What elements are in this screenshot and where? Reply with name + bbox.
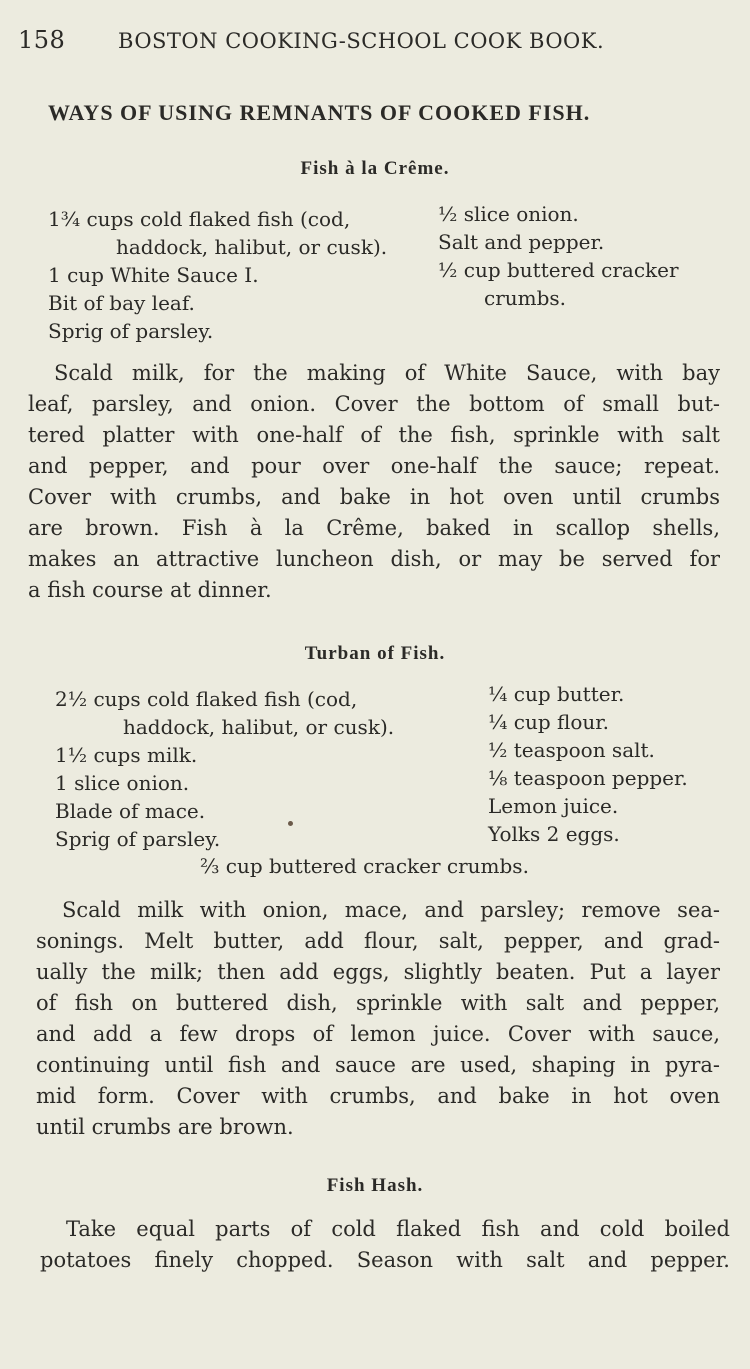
direction-line: Cover with crumbs, and bake in hot oven until crumbs xyxy=(28,485,720,509)
directions-1 xyxy=(28,358,720,606)
direction-line: of fish on buttered dish, sprinkle with salt and pepper, xyxy=(36,991,720,1015)
ingredients-right-2 xyxy=(488,680,688,848)
ingredients-right-1 xyxy=(438,200,679,312)
ingredient-line: crumbs. xyxy=(484,286,567,310)
direction-line: sonings. Melt butter, add flour, salt, pepper, and grad- xyxy=(36,929,720,953)
ingredient-line: 1 cup White Sauce I. xyxy=(48,263,259,287)
direction-line: continuing until fish and sauce are used, shaping in pyra- xyxy=(36,1053,720,1077)
ingredient-line: Yolks 2 eggs. xyxy=(488,822,620,846)
page-number: 158 xyxy=(18,26,66,54)
recipe-title-turban-of-fish: Turban of Fish. xyxy=(304,643,446,664)
ingredient-line: Blade of mace. xyxy=(55,799,206,823)
direction-line: until crumbs are brown. xyxy=(36,1115,294,1139)
ingredient-line: 1½ cups milk. xyxy=(55,743,198,767)
book-title: BOSTON COOKING-SCHOOL COOK BOOK. xyxy=(118,29,605,53)
directions-3 xyxy=(40,1214,730,1276)
section-title: WAYS OF USING REMNANTS OF COOKED FISH. xyxy=(48,100,591,125)
recipe-title-fish-hash: Fish Hash. xyxy=(326,1175,424,1196)
ingredient-line: 1¾ cups cold flaked fish (cod, xyxy=(48,207,351,231)
direction-line: Scald milk, for the making of White Sauce, with bay xyxy=(54,361,720,385)
ingredient-line: Sprig of parsley. xyxy=(48,319,214,343)
running-head xyxy=(18,26,718,60)
ingredient-line: ⅛ teaspoon pepper. xyxy=(488,766,688,790)
ingredient-line: Salt and pepper. xyxy=(438,230,605,254)
direction-line: and add a few drops of lemon juice. Cover with sauce, xyxy=(36,1022,720,1046)
direction-line: tered platter with one-half of the fish, sprinkle with salt xyxy=(28,423,720,447)
direction-line: Scald milk with onion, mace, and parsley; remove sea- xyxy=(62,898,720,922)
direction-line: are brown. Fish à la Crême, baked in scallop shells, xyxy=(28,516,720,540)
ingredient-line: haddock, halibut, or cusk). xyxy=(116,235,388,259)
ingredient-line: 1 slice onion. xyxy=(55,771,190,795)
direction-line: and pepper, and pour over one-half the sauce; repeat. xyxy=(28,454,720,478)
direction-line: leaf, parsley, and onion. Cover the bottom of small but- xyxy=(28,392,720,416)
ingredient-line: Bit of bay leaf. xyxy=(48,291,195,315)
direction-line: mid form. Cover with crumbs, and bake in hot oven xyxy=(36,1084,720,1108)
ingredient-line: ½ slice onion. xyxy=(438,202,579,226)
recipe-title-fish-a-la-creme: Fish à la Crême. xyxy=(300,158,450,179)
ingredient-line: Lemon juice. xyxy=(488,794,619,818)
ingredients-left-1 xyxy=(48,205,387,345)
ingredient-line: ¼ cup flour. xyxy=(488,710,609,734)
ingredient-line: 2½ cups cold flaked fish (cod, xyxy=(55,687,358,711)
direction-line: Take equal parts of cold flaked fish and cold boiled xyxy=(66,1217,730,1241)
ingredients-left-2 xyxy=(55,685,394,853)
ingredient-line: Sprig of parsley. xyxy=(55,827,221,851)
directions-2 xyxy=(36,895,720,1143)
direction-line: a fish course at dinner. xyxy=(28,578,272,602)
ingredient-line: ¼ cup butter. xyxy=(488,682,625,706)
direction-line: potatoes finely chopped. Season with salt and pepper. xyxy=(40,1248,730,1272)
ingredient-line: ⅔ cup buttered cracker crumbs. xyxy=(200,854,529,878)
ingredient-line: ½ teaspoon salt. xyxy=(488,738,655,762)
direction-line: ually the milk; then add eggs, slightly beaten. Put a layer xyxy=(36,960,720,984)
direction-line: makes an attractive luncheon dish, or may be served for xyxy=(28,547,720,571)
print-speck xyxy=(288,821,293,826)
ingredient-center-2 xyxy=(200,852,529,880)
ingredient-line: haddock, halibut, or cusk). xyxy=(123,715,395,739)
ingredient-line: ½ cup buttered cracker xyxy=(438,258,679,282)
